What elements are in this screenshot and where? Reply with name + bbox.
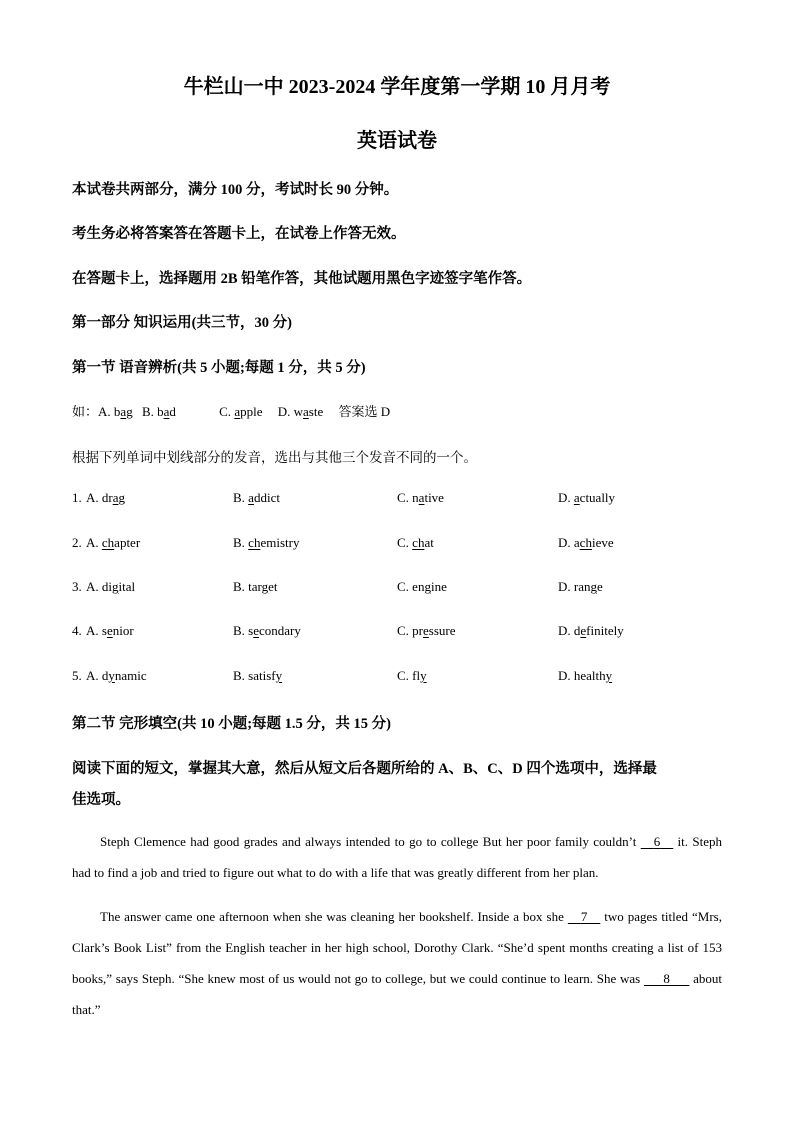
- section1-heading: 第一节 语音辨析(共 5 小题;每题 1 分，共 5 分): [72, 360, 366, 376]
- instruction-1: 本试卷共两部分，满分 100 分，考试时长 90 分钟。: [72, 182, 399, 198]
- example-option-a: A. bag: [98, 404, 133, 419]
- question-3-option-b: B. target: [233, 579, 278, 594]
- cloze-blank-7: 7: [580, 909, 588, 924]
- question-1-option-a: A. drag: [86, 490, 125, 505]
- example-option-c: C. apple: [219, 404, 263, 419]
- exam-subtitle: 英语试卷: [357, 130, 437, 152]
- cloze-paragraph-1: Steph Clemence had good grades and always intended to go to college But her poor family couldn’t 6 it. Steph had to find a job and tried to figure out what to do with a life that was greatly different from her plan.: [72, 826, 722, 888]
- cloze-paragraph-2: The answer came one afternoon when she was cleaning her bookshelf. Inside a box she 7 two pages titled “Mrs, Clark’s Book List” from the English teacher in her high school, Dorothy Clark. “She’d spent months creating a list of 153 books,” says Steph. “She knew most of us would not go to college, but we could continue to learn. She was 8 about that.”: [72, 901, 722, 1025]
- question-number: 4.: [72, 623, 82, 638]
- question-3-option-d: D. range: [558, 579, 603, 594]
- question-5-option-a: A. dynamic: [86, 668, 147, 683]
- question-4-option-c: C. pressure: [397, 623, 456, 638]
- cloze-blank-6: 6: [653, 834, 661, 849]
- question-2-option-b: B. chemistry: [233, 535, 300, 550]
- instruction-3: 在答题卡上，选择题用 2B 铅笔作答，其他试题用黑色字迹签字笔作答。: [72, 271, 532, 287]
- question-number: 2.: [72, 535, 82, 550]
- question-4-option-d: D. definitely: [558, 623, 624, 638]
- section2-heading: 第二节 完形填空(共 10 小题;每题 1.5 分，共 15 分): [72, 716, 391, 732]
- instruction-2: 考生务必将答案答在答题卡上，在试卷上作答无效。: [72, 226, 406, 242]
- part1-heading: 第一部分 知识运用(共三节，30 分): [72, 315, 292, 331]
- example-option-b: B. bad: [141, 404, 176, 419]
- section2-direction-line2: 佳选项。: [72, 792, 130, 808]
- cloze-blank-8: 8: [663, 971, 670, 986]
- question-5-option-b: B. satisfy: [233, 668, 283, 683]
- question-1-option-b: B. addict: [233, 490, 280, 505]
- question-number: 3.: [72, 579, 82, 594]
- example-prefix: 如：: [72, 404, 99, 419]
- example-option-d: D. waste: [277, 404, 324, 419]
- question-1-option-c: C. native: [397, 490, 444, 505]
- question-number: 1.: [72, 490, 82, 505]
- question-2-option-d: D. achieve: [558, 535, 614, 550]
- question-2-option-a: A. chapter: [86, 535, 141, 550]
- question-4-option-a: A. senior: [86, 623, 134, 638]
- question-2-option-c: C. chat: [397, 535, 434, 550]
- example-answer: 答案选 D: [338, 404, 391, 419]
- exam-title: 牛栏山一中 2023-2024 学年度第一学期 10 月月考: [183, 76, 611, 98]
- question-4-option-b: B. secondary: [233, 623, 301, 638]
- section1-direction: 根据下列单词中划线部分的发音，选出与其他三个发音不同的一个。: [72, 450, 477, 465]
- question-3-option-c: C. engine: [397, 579, 447, 594]
- question-5-option-d: D. healthy: [558, 668, 613, 683]
- question-3-option-a: A. digital: [86, 579, 136, 594]
- question-number: 5.: [72, 668, 82, 683]
- section2-direction-line1: 阅读下面的短文，掌握其大意，然后从短文后各题所给的 A、B、C、D 四个选项中，选择最: [72, 761, 657, 777]
- question-5-option-c: C. fly: [397, 668, 427, 683]
- question-1-option-d: D. actually: [558, 490, 616, 505]
- example-line: [72, 401, 390, 420]
